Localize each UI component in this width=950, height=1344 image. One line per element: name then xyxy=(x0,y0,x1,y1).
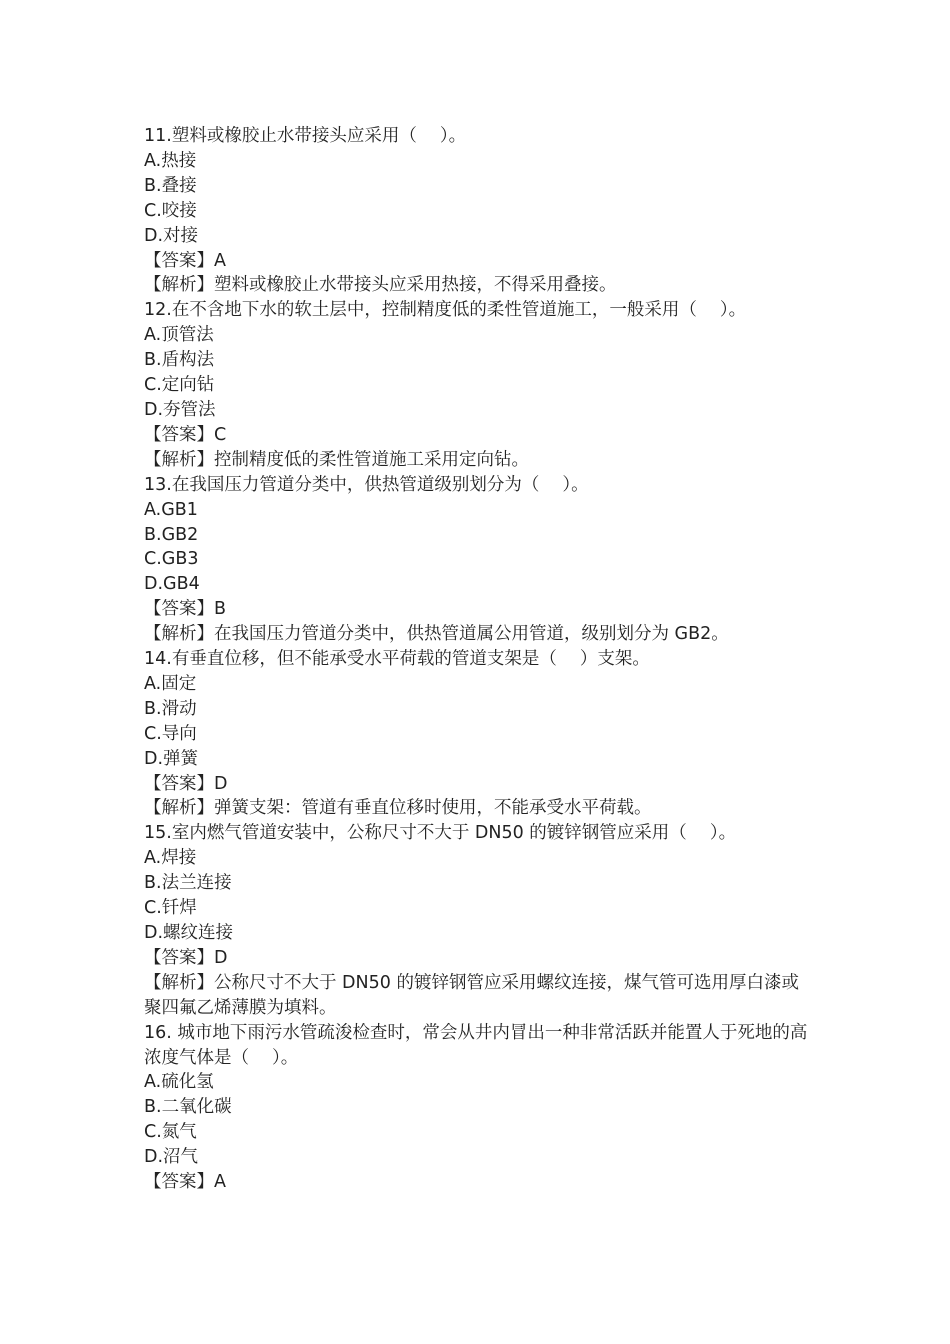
answer: 【答案】A xyxy=(144,1172,226,1193)
option-c: C.咬接 xyxy=(144,200,197,221)
document-page xyxy=(144,124,814,1195)
option-c: C.氮气 xyxy=(144,1122,197,1143)
question-stem: 15.室内燃气管道安装中，公称尺寸不大于 DN50 的镀锌钢管应采用（ ）。 xyxy=(144,823,737,844)
option-b: B.叠接 xyxy=(144,175,197,196)
option-a: A.GB1 xyxy=(144,499,198,520)
question-stem: 16. 城市地下雨污水管疏浚检查时，常会从井内冒出一种非常活跃并能置人于死地的高浓度气体是（ ）。 xyxy=(144,1022,808,1068)
question-15 xyxy=(144,821,814,1020)
option-d: D.对接 xyxy=(144,225,199,246)
option-b: B.滑动 xyxy=(144,698,197,719)
option-a: A.固定 xyxy=(144,673,197,694)
option-b: B.法兰连接 xyxy=(144,873,232,894)
answer: 【答案】D xyxy=(144,947,228,968)
option-c: C.钎焊 xyxy=(144,898,197,919)
answer: 【答案】C xyxy=(144,424,227,445)
question-12 xyxy=(144,298,814,472)
question-14 xyxy=(144,647,814,821)
option-d: D.螺纹连接 xyxy=(144,923,234,943)
answer: 【答案】A xyxy=(144,250,226,271)
analysis: 【解析】公称尺寸不大于 DN50 的镀锌钢管应采用螺纹连接，煤气管可选用厚白漆或聚四氟乙烯薄膜为填料。 xyxy=(144,972,799,1018)
analysis: 【解析】弹簧支架：管道有垂直位移时使用，不能承受水平荷载。 xyxy=(144,798,652,819)
question-stem: 13.在我国压力管道分类中，供热管道级别划分为（ ）。 xyxy=(144,474,589,495)
option-d: D.GB4 xyxy=(144,574,200,595)
option-b: B.盾构法 xyxy=(144,350,215,371)
question-16 xyxy=(144,1021,814,1195)
option-a: A.顶管法 xyxy=(144,325,214,346)
analysis: 【解析】塑料或橡胶止水带接头应采用热接，不得采用叠接。 xyxy=(144,275,617,296)
answer: 【答案】D xyxy=(144,773,228,794)
option-c: C.导向 xyxy=(144,723,197,744)
answer: 【答案】B xyxy=(144,599,227,620)
option-c: C.GB3 xyxy=(144,549,199,570)
option-d: D.弹簧 xyxy=(144,748,199,769)
option-b: B.二氧化碳 xyxy=(144,1097,232,1118)
option-a: A.热接 xyxy=(144,150,197,171)
option-a: A.焊接 xyxy=(144,848,197,869)
option-c: C.定向钻 xyxy=(144,375,215,396)
option-b: B.GB2 xyxy=(144,524,199,545)
option-a: A.硫化氢 xyxy=(144,1072,214,1093)
question-stem: 11.塑料或橡胶止水带接头应采用（ ）。 xyxy=(144,126,467,146)
question-stem: 14.有垂直位移，但不能承受水平荷载的管道支架是（ ）支架。 xyxy=(144,649,650,670)
option-d: D.夯管法 xyxy=(144,399,216,420)
option-d: D.沼气 xyxy=(144,1147,199,1168)
question-13 xyxy=(144,473,814,647)
question-11 xyxy=(144,124,814,298)
analysis: 【解析】控制精度低的柔性管道施工采用定向钻。 xyxy=(144,449,529,470)
question-stem: 12.在不含地下水的软土层中，控制精度低的柔性管道施工，一般采用（ ）。 xyxy=(144,300,747,321)
analysis: 【解析】在我国压力管道分类中，供热管道属公用管道，级别划分为 GB2。 xyxy=(144,624,729,645)
